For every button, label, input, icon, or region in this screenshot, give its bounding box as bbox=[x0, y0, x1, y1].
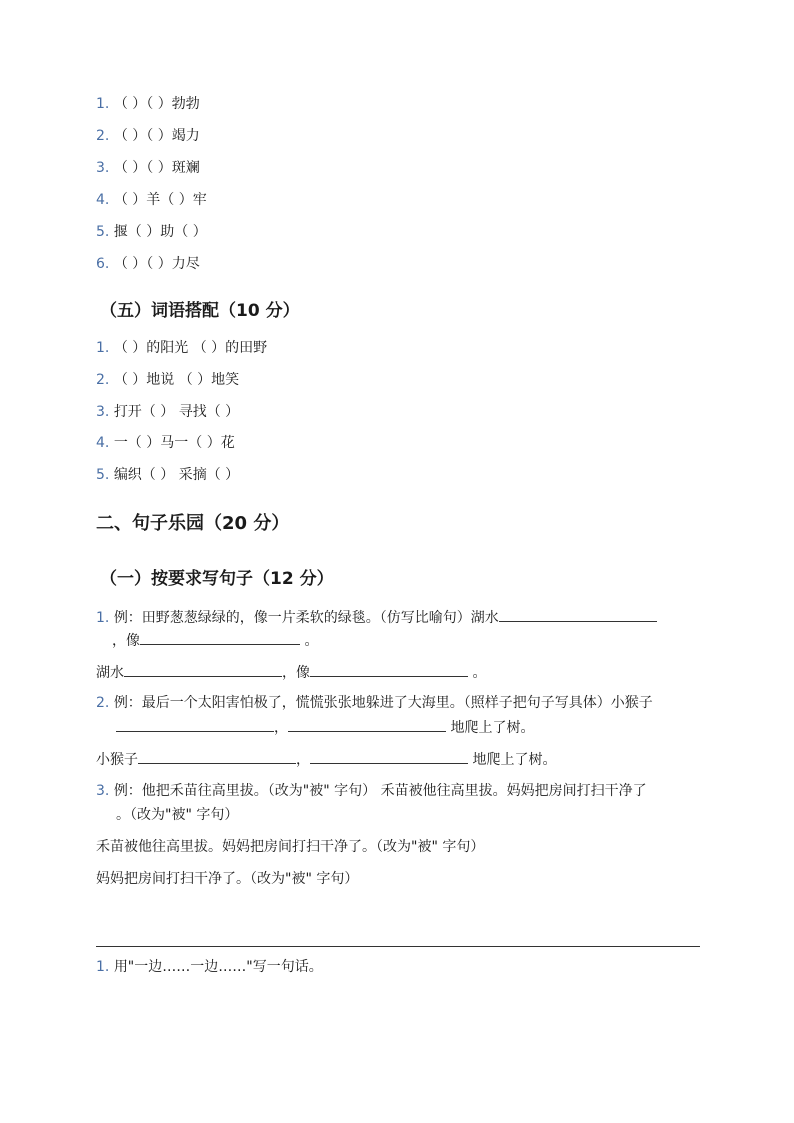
answer-blank[interactable] bbox=[140, 631, 300, 645]
answer-line-3b: 妈妈把房间打扫干净了。（改为"被" 字句） bbox=[96, 871, 359, 887]
list-item: 1. （ ）的阳光 （ ）的田野 bbox=[96, 340, 268, 356]
question-1: 1. 例：田野葱葱绿绿的，像一片柔软的绿毯。（仿写比喻句）湖水 bbox=[96, 608, 657, 627]
question-3: 3. 例：他把禾苗往高里拔。（改为"被" 字句） 禾苗被他往高里拔。妈妈把房间打扫干净了 bbox=[96, 783, 647, 799]
answer-blank[interactable] bbox=[138, 750, 296, 764]
section-heading: 二、句子乐园（20 分） bbox=[96, 513, 290, 534]
list-item: 3. （ ）（ ）斑斓 bbox=[96, 160, 200, 176]
answer-line-1: 湖水 ，像 。 bbox=[96, 665, 487, 681]
list-item: 6. （ ）（ ）力尽 bbox=[96, 256, 200, 272]
answer-line-2: 小猴子 ， 地爬上了树。 bbox=[96, 752, 557, 768]
answer-blank[interactable] bbox=[310, 663, 468, 677]
answer-line-3a: 禾苗被他往高里拔。妈妈把房间打扫干净了。（改为"被" 字句） bbox=[96, 839, 485, 855]
list-item: 5. 揠（ ）助（ ） bbox=[96, 224, 207, 240]
answer-blank[interactable] bbox=[288, 718, 446, 732]
question-2: 2. 例：最后一个太阳害怕极了，慌慌张张地躲进了大海里。（照样子把句子写具体）小猴子 bbox=[96, 695, 653, 711]
answer-blank[interactable] bbox=[124, 663, 282, 677]
question-3-continued: 。（改为"被" 字句） bbox=[116, 807, 239, 823]
answer-blank[interactable] bbox=[310, 750, 468, 764]
footnote: 1. 用"一边……一边……"写一句话。 bbox=[96, 959, 323, 975]
answer-blank[interactable] bbox=[499, 608, 657, 622]
question-2-continued: ， 地爬上了树。 bbox=[116, 718, 534, 737]
list-item: 5. 编织（ ） 采摘（ ） bbox=[96, 467, 240, 483]
list-item: 4. （ ）羊（ ）牢 bbox=[96, 192, 207, 208]
question-1-continued: ，像 。 bbox=[112, 633, 319, 649]
list-item: 2. （ ）（ ）竭力 bbox=[96, 128, 200, 144]
subsection-heading: （一）按要求写句子（12 分） bbox=[100, 569, 334, 589]
list-item: 1. （ ）（ ）勃勃 bbox=[96, 96, 200, 112]
list-item: 3. 打开（ ） 寻找（ ） bbox=[96, 404, 240, 420]
answer-blank[interactable] bbox=[116, 718, 274, 732]
list-item: 2. （ ）地说 （ ）地笑 bbox=[96, 372, 240, 388]
section-heading: （五）词语搭配（10 分） bbox=[100, 301, 300, 321]
list-item: 4. 一（ ）马一（ ）花 bbox=[96, 435, 235, 451]
horizontal-rule bbox=[96, 946, 700, 947]
